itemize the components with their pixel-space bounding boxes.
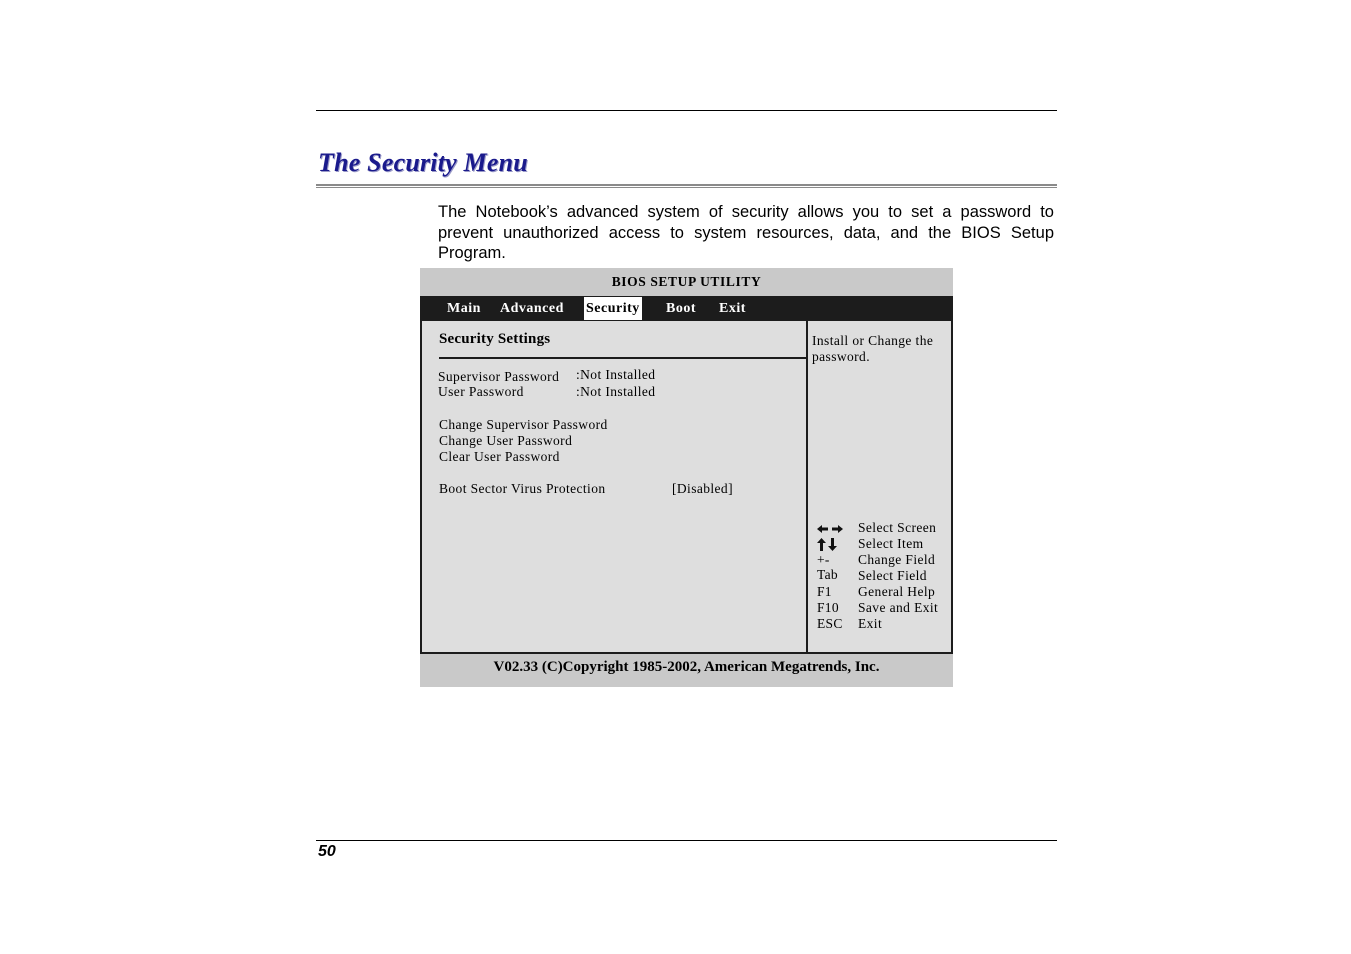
section-rule — [439, 357, 807, 359]
panel-divider — [806, 321, 808, 652]
key-f1: F1 — [817, 584, 832, 599]
page-title: The Security Menu — [318, 148, 528, 177]
bios-screenshot — [420, 268, 953, 687]
field-value-user: :Not Installed — [576, 384, 656, 399]
key-desc-change-field: Change Field — [858, 552, 936, 567]
key-desc-select-item: Select Item — [858, 536, 924, 551]
top-rule — [316, 110, 1057, 111]
key-desc-exit: Exit — [858, 616, 883, 631]
title-rule — [316, 184, 1057, 188]
option-boot-sector-virus-protection[interactable]: Boot Sector Virus Protection — [439, 481, 606, 496]
menu-exit[interactable]: Exit — [719, 301, 746, 316]
up-down-arrows-icon — [817, 538, 837, 551]
menu-advanced[interactable]: Advanced — [500, 301, 564, 316]
bios-menu-bar — [420, 296, 953, 321]
bottom-rule — [316, 840, 1057, 841]
key-f10: F10 — [817, 600, 839, 615]
field-value-supervisor: :Not Installed — [576, 367, 656, 382]
bios-footer-copyright: V02.33 (C)Copyright 1985-2002, American Megatrends, Inc. — [420, 654, 953, 687]
intro-paragraph: The Notebook’s advanced system of security allows you to set a password to prevent unauthorized access to system resources, data, and the BIOS Setup Program. — [438, 203, 1054, 262]
menu-boot[interactable]: Boot — [666, 301, 696, 316]
help-text: Install or Change the password. — [812, 333, 934, 364]
left-right-arrows-icon — [817, 524, 843, 534]
key-desc-save-and-exit: Save and Exit — [858, 600, 939, 615]
field-label-supervisor: Supervisor Password — [438, 369, 560, 384]
action-clear-user-password[interactable]: Clear User Password — [439, 449, 560, 464]
key-desc-select-screen: Select Screen — [858, 520, 937, 535]
action-change-supervisor-password[interactable]: Change Supervisor Password — [439, 417, 608, 432]
key-tab: Tab — [817, 567, 838, 582]
section-title: Security Settings — [439, 331, 551, 347]
key-desc-select-field: Select Field — [858, 568, 927, 583]
key-plus-minus: +- — [817, 552, 830, 567]
option-value-disabled[interactable]: [Disabled] — [672, 481, 733, 496]
key-esc: ESC — [817, 616, 843, 631]
field-label-user: User Password — [438, 384, 524, 399]
key-desc-general-help: General Help — [858, 584, 936, 599]
bios-panel — [420, 321, 953, 654]
menu-security[interactable]: Security — [584, 297, 642, 320]
menu-main[interactable]: Main — [447, 301, 481, 316]
bios-header: BIOS SETUP UTILITY — [420, 268, 953, 296]
action-change-user-password[interactable]: Change User Password — [439, 433, 573, 448]
page-number: 50 — [318, 843, 336, 860]
